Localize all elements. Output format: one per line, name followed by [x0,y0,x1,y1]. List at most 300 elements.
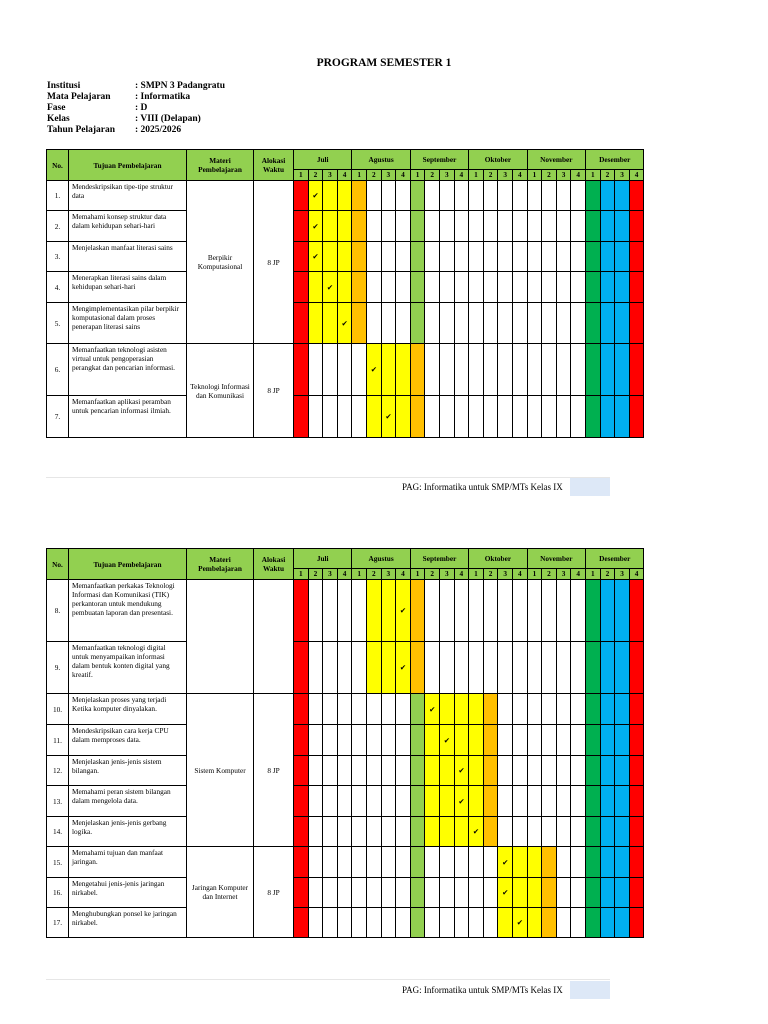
month-header: Oktober [469,549,527,569]
week-cell [439,756,454,786]
week-cell [527,725,542,756]
row-number: 13. [47,786,69,817]
week-cell [352,242,367,272]
week-header: 3 [498,569,513,580]
week-header: 1 [586,569,601,580]
week-header: 3 [615,569,630,580]
week-cell [469,908,484,938]
page-footer: PAG: Informatika untuk SMP/MTs Kelas IX [402,482,563,492]
week-cell [542,756,557,786]
week-cell [381,694,396,725]
week-header: 2 [600,170,615,181]
week-cell [366,344,381,396]
page-title: PROGRAM SEMESTER 1 [316,57,452,69]
week-cell [542,908,557,938]
week-cell [323,756,338,786]
week-cell [381,181,396,211]
week-cell [425,272,440,303]
week-header: 1 [527,170,542,181]
week-cell [454,580,469,642]
week-cell [615,303,630,344]
week-cell [556,694,571,725]
week-cell [323,242,338,272]
week-cell [483,396,498,438]
row-number: 3. [47,242,69,272]
info-row-mapel: Mata Pelajaran : Informatika [47,92,191,102]
week-cell [381,908,396,938]
week-cell [308,878,323,908]
week-cell [352,786,367,817]
row-number: 10. [47,694,69,725]
week-cell [337,211,352,242]
week-cell [396,211,411,242]
week-cell [469,242,484,272]
week-cell [439,344,454,396]
week-cell [425,847,440,878]
table-row [47,694,644,725]
week-cell [498,344,513,396]
week-header: 2 [425,170,440,181]
week-cell [381,396,396,438]
week-cell [294,786,309,817]
week-cell [308,756,323,786]
week-cell [323,642,338,694]
week-cell [352,908,367,938]
week-cell [483,817,498,847]
week-cell [308,396,323,438]
week-cell [483,344,498,396]
week-cell [439,272,454,303]
info-row-fase: Fase : D [47,103,148,113]
week-cell [512,786,527,817]
week-header: 3 [381,569,396,580]
row-number: 9. [47,642,69,694]
week-cell [454,303,469,344]
week-cell [294,694,309,725]
tujuan-pembelajaran: Memahami tujuan dan manfaat jaringan. [69,847,187,878]
week-cell [352,344,367,396]
week-cell [571,242,586,272]
week-cell [629,642,644,694]
row-number: 7. [47,396,69,438]
week-cell [586,725,601,756]
table-row [47,756,644,786]
week-header: 4 [454,170,469,181]
week-cell [512,756,527,786]
week-cell [439,786,454,817]
week-cell [454,786,469,817]
info-row-tahun: Tahun Pelajaran : 2025/2026 [47,125,182,135]
week-cell [352,580,367,642]
week-cell [615,580,630,642]
week-cell [556,642,571,694]
week-cell [498,847,513,878]
materi-pembelajaran: Sistem Komputer [187,694,254,847]
week-cell [308,847,323,878]
week-cell [396,817,411,847]
week-cell [615,242,630,272]
week-cell [425,878,440,908]
week-cell [629,580,644,642]
week-cell [410,181,425,211]
week-cell [527,694,542,725]
week-cell [498,242,513,272]
week-cell [366,756,381,786]
week-cell [454,396,469,438]
document-info [47,81,225,136]
week-cell [381,642,396,694]
week-header: 2 [542,569,557,580]
week-cell [586,642,601,694]
month-header: Oktober [469,150,527,170]
week-header: 1 [352,569,367,580]
week-cell [527,786,542,817]
week-cell [425,580,440,642]
week-header: 2 [366,569,381,580]
table-row [47,786,644,817]
check-icon: ✔ [516,918,523,927]
week-cell [396,303,411,344]
week-header: 2 [308,569,323,580]
week-cell [512,817,527,847]
week-header: 1 [410,170,425,181]
week-cell [469,272,484,303]
week-cell [425,786,440,817]
week-cell [381,786,396,817]
week-cell [556,272,571,303]
week-cell [571,181,586,211]
week-cell [469,580,484,642]
week-cell [337,725,352,756]
week-cell [615,181,630,211]
week-cell [498,817,513,847]
materi-pembelajaran: Berpikir Komputasional [187,181,254,344]
week-cell [498,756,513,786]
tujuan-pembelajaran: Menghubungkan ponsel ke jaringan nirkabel. [69,908,187,938]
week-cell [366,272,381,303]
week-cell [352,181,367,211]
check-icon: ✔ [326,282,334,292]
week-cell [483,725,498,756]
header-tujuan: Tujuan Pembelajaran [69,150,187,181]
week-cell [454,908,469,938]
week-cell [308,817,323,847]
week-cell [600,272,615,303]
week-cell [629,181,644,211]
week-cell [366,242,381,272]
month-header: September [410,150,468,170]
week-cell [294,725,309,756]
week-cell [439,847,454,878]
week-cell [542,211,557,242]
week-cell [556,725,571,756]
week-cell [366,211,381,242]
week-cell [410,242,425,272]
week-cell [366,725,381,756]
week-cell [337,642,352,694]
week-cell [323,847,338,878]
week-cell [469,181,484,211]
week-cell [615,878,630,908]
week-header: 3 [439,569,454,580]
week-cell [352,817,367,847]
week-cell [629,272,644,303]
week-cell [498,181,513,211]
week-cell [512,303,527,344]
table-row [47,847,644,878]
week-cell [352,211,367,242]
week-cell [629,303,644,344]
week-cell [439,396,454,438]
week-cell [425,642,440,694]
week-cell [483,303,498,344]
week-cell [366,817,381,847]
week-cell [396,396,411,438]
week-cell [425,725,440,756]
week-cell [600,908,615,938]
week-cell [294,303,309,344]
week-cell [498,396,513,438]
week-cell [439,817,454,847]
week-cell [337,344,352,396]
week-cell [615,211,630,242]
week-cell [323,181,338,211]
week-cell [527,396,542,438]
week-cell [498,211,513,242]
page-separator [46,477,610,478]
table-row [47,396,644,438]
week-cell [454,694,469,725]
week-cell [439,580,454,642]
week-cell [629,344,644,396]
month-header: November [527,150,585,170]
table-row [47,642,644,694]
week-cell [586,580,601,642]
week-cell [542,580,557,642]
week-cell [556,580,571,642]
week-cell [454,242,469,272]
week-cell [439,694,454,725]
week-cell [381,272,396,303]
tujuan-pembelajaran: Menjelaskan manfaat literasi sains [69,242,187,272]
week-cell [469,211,484,242]
week-cell [381,725,396,756]
week-cell [396,786,411,817]
week-cell [410,303,425,344]
week-cell [366,642,381,694]
week-cell [381,303,396,344]
week-cell [615,817,630,847]
week-cell [381,344,396,396]
week-cell [425,908,440,938]
tujuan-pembelajaran: Memanfaatkan aplikasi peramban untuk pencarian informasi ilmiah. [69,396,187,438]
tujuan-pembelajaran: Menerapkan literasi sains dalam kehidupan sehari-hari [69,272,187,303]
week-cell [483,580,498,642]
week-cell [571,344,586,396]
week-cell [366,908,381,938]
week-header: 2 [308,170,323,181]
week-cell [600,847,615,878]
week-cell [323,694,338,725]
week-cell [615,396,630,438]
row-number: 12. [47,756,69,786]
week-cell [498,272,513,303]
week-cell [352,303,367,344]
week-cell [629,847,644,878]
week-cell [439,242,454,272]
week-cell [556,756,571,786]
week-cell [337,181,352,211]
week-header: 3 [498,170,513,181]
week-cell [396,642,411,694]
week-cell [556,344,571,396]
row-number: 16. [47,878,69,908]
month-header: November [527,549,585,569]
week-cell [308,580,323,642]
week-cell [396,756,411,786]
week-cell [556,847,571,878]
week-cell [600,725,615,756]
page-separator [46,979,610,980]
week-cell [439,181,454,211]
week-cell [586,786,601,817]
tujuan-pembelajaran: Mendeskripsikan cara kerja CPU dalam memproses data. [69,725,187,756]
week-cell [586,396,601,438]
week-cell [527,344,542,396]
week-cell [439,642,454,694]
week-cell [542,847,557,878]
week-header: 2 [600,569,615,580]
week-cell [381,847,396,878]
tujuan-pembelajaran: Memanfaatkan perkakas Teknologi Informasi dan Komunikasi (TIK) perkantoran untuk mendukung pembuatan laporan dan presentasi. [69,580,187,642]
week-header: 3 [323,569,338,580]
week-cell [323,211,338,242]
week-cell [571,694,586,725]
week-cell [439,725,454,756]
week-cell [483,847,498,878]
header-materi: Materi Pembelajaran [187,150,254,181]
week-cell [337,694,352,725]
week-cell [308,694,323,725]
week-cell [483,786,498,817]
week-cell [542,303,557,344]
row-number: 8. [47,580,69,642]
week-cell [469,756,484,786]
week-cell [294,242,309,272]
week-header: 4 [571,569,586,580]
week-cell [396,181,411,211]
week-cell [512,344,527,396]
week-header: 1 [469,170,484,181]
week-cell [629,725,644,756]
week-cell [308,272,323,303]
week-cell [425,396,440,438]
header-no: No. [47,150,69,181]
check-icon: ✔ [370,365,377,374]
week-cell [469,642,484,694]
week-cell [542,396,557,438]
week-cell [615,694,630,725]
week-header: 3 [615,170,630,181]
week-cell [425,694,440,725]
materi-pembelajaran [187,580,254,694]
week-cell [425,756,440,786]
week-cell [454,725,469,756]
week-cell [556,181,571,211]
row-number: 1. [47,181,69,211]
check-icon: ✔ [458,796,465,806]
week-cell [527,878,542,908]
week-cell [556,908,571,938]
week-header: 2 [483,170,498,181]
week-cell [571,725,586,756]
week-cell [337,908,352,938]
week-cell [498,580,513,642]
week-cell [469,786,484,817]
week-cell [454,642,469,694]
week-cell [337,786,352,817]
week-cell [396,878,411,908]
week-cell [294,211,309,242]
row-number: 15. [47,847,69,878]
check-icon: ✔ [399,606,407,615]
month-header: Juli [294,549,352,569]
week-cell [439,211,454,242]
week-cell [469,725,484,756]
week-header: 2 [366,170,381,181]
week-cell [396,272,411,303]
week-cell [454,272,469,303]
week-cell [556,786,571,817]
week-cell [615,725,630,756]
week-cell [410,817,425,847]
week-cell [542,642,557,694]
page-number-badge [570,981,610,999]
week-cell [410,878,425,908]
week-cell [586,211,601,242]
week-cell [629,756,644,786]
week-cell [410,344,425,396]
week-cell [381,580,396,642]
week-cell [571,580,586,642]
week-cell [571,817,586,847]
week-header: 2 [542,170,557,181]
week-cell [600,756,615,786]
week-cell [542,181,557,211]
week-cell [483,878,498,908]
week-cell [439,878,454,908]
week-cell [294,396,309,438]
week-cell [366,786,381,817]
week-cell [323,725,338,756]
week-cell [396,344,411,396]
header-alokasi: Alokasi Waktu [254,549,294,580]
week-header: 4 [396,170,411,181]
week-cell [337,580,352,642]
week-cell [439,303,454,344]
week-cell [366,847,381,878]
week-cell [323,786,338,817]
week-cell [586,181,601,211]
week-header: 4 [629,569,644,580]
week-cell [454,756,469,786]
week-cell [600,344,615,396]
week-cell [527,181,542,211]
week-cell [469,817,484,847]
week-cell [600,878,615,908]
info-row-institusi: Institusi : SMPN 3 Padangratu [47,81,225,91]
week-cell [337,242,352,272]
